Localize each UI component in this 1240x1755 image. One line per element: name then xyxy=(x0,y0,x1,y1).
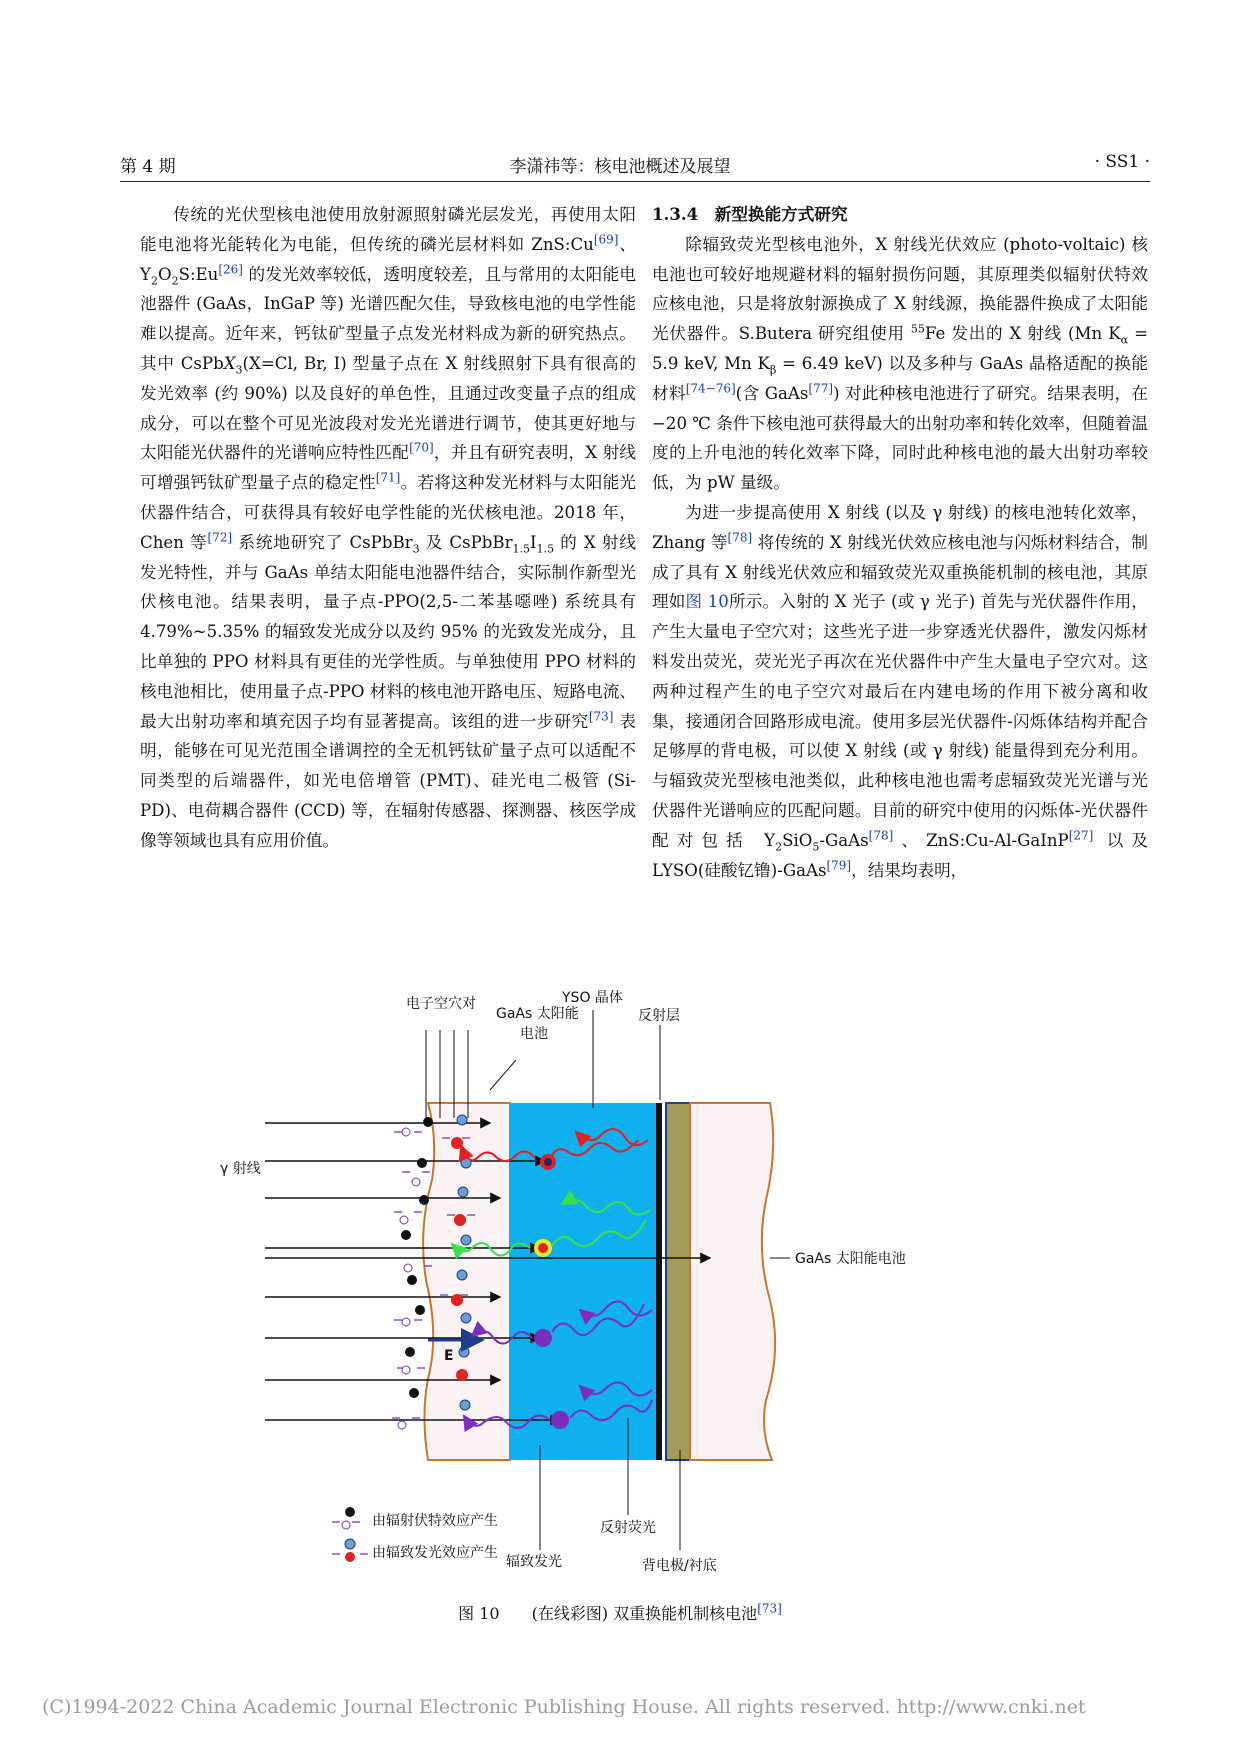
running-title: 李潇祎等：核电池概述及展望 xyxy=(509,157,731,177)
citation-link[interactable]: [78] xyxy=(727,530,753,545)
citation-link[interactable]: [73] xyxy=(588,709,614,724)
paragraph: 为进一步提高使用 X 射线 (以及 γ 射线) 的核电池转化效率，Zhang 等[78] 将传统的 X 射线光伏效应核电池与闪烁材料结合，制成了具有 X 射线光伏效应和辐致荧光双重换能机制的核电池，其原理如图 10所示。入射的 X 光子 (或 γ 光子) 首先与光伏器件作用，产生大量电子空穴对；这些光子进一步穿透光伏器件，激发闪烁材料发出荧光，荧光光子再次在光伏器件中产生大量电子空穴对。这两种过程产生的电子空穴对最后在内建电场的作用下被分离和收集，接通闭合回路形成电流。使用多层光伏器件-闪烁体结构并配合足够厚的背电极，可以使 X 射线 (或 γ 射线) 能量得到充分利用。与辐致荧光型核电池类似，此种核电池也需考虑辐致荧光光谱与光伏器件光谱响应的匹配问题。目前的研究中使用的闪烁体-光伏器件配对包括 $Y_2SiO_5-GaAs[78]$、ZnS:Cu-Al-GaInP[27] 以及 LYSO(硅酸钇镥)-GaAs[79]，结果均表明， xyxy=(652,502,1149,880)
legend-item-photovoltaic xyxy=(332,1507,498,1529)
paragraph: 除辐致荧光型核电池外，X 射线光伏效应 (photo-voltaic) 核电池也可较好地规避材料的辐射损伤问题，其原理类似辐射伏特效应核电池，只是将放射源换成了 X 射线源，换能器件换成了太阳能光伏器件。S.Butera 研究组使用 $^{55}$Fe 发出的 X 射线 (Mn $K_\alpha = 5.9$ keV, Mn $K_\beta = 6.49$ keV) 以及多种与 GaAs 晶格适配的换能材料[74−76](含 GaAs[77]) 对此种核电池进行了研究。结果表明，在 −20 ℃ 条件下核电池可获得最大的出射功率和转化效率，但随着温度的上升电池的转化效率下降，同时此种核电池的最大出射功率较低，为 pW 量级。 xyxy=(652,234,1149,493)
label-electron-hole-pairs: 电子空穴对 xyxy=(406,996,476,1012)
section-heading: 1.3.4 新型换能方式研究 xyxy=(652,204,848,224)
legend xyxy=(332,1507,498,1562)
field-label: E xyxy=(444,1348,454,1364)
right-column xyxy=(652,200,1148,885)
citation-link[interactable]: [79] xyxy=(826,858,852,872)
label-gaas-cell: GaAs 太阳能 xyxy=(496,1006,579,1022)
caption-text: (在线彩图) 双重换能机制核电池 xyxy=(531,1604,758,1623)
dual-mechanism-diagram xyxy=(200,990,1060,1590)
citation-link[interactable]: [74−76] xyxy=(685,381,736,396)
label-yso-crystal: YSO 晶体 xyxy=(562,990,623,1006)
reflective-layer xyxy=(656,1103,662,1460)
figure-number: 图 10 xyxy=(458,1604,500,1623)
copyright-footer: (C)1994-2022 China Academic Journal Electronic Publishing House. All rights reserved. http://www.cnki.net xyxy=(42,1696,1086,1718)
citation-link[interactable]: [77] xyxy=(808,381,834,396)
label-back-electrode: 背电极/衬底 xyxy=(642,1558,717,1574)
issue-number: 第 4 期 xyxy=(120,157,176,177)
label-reflective-layer: 反射层 xyxy=(638,1008,680,1024)
svg-text:由辐致发光效应产生: 由辐致发光效应产生 xyxy=(372,1545,498,1561)
paragraph: 传统的光伏型核电池使用放射源照射磷光层发光，再使用太阳能电池将光能转化为电能，但传统的磷光层材料如 ZnS:Cu[69]、$Y_2O_2S:Eu[26]$ 的发光效率较低，透明度较差，且与常用的太阳能电池器件 (GaAs，InGaP 等) 光谱匹配欠佳，导致核电池的电学性能难以提高。近年来，钙钛矿型量子点发光材料成为新的研究热点。其中 CsPbX$_3$(X=Cl, Br, I) 型量子点在 X 射线照射下具有很高的发光效率 (约 90%) 以及良好的单色性，且通过改变量子点的组成成分，可以在整个可见光波段对发光光谱进行调节，使其更好地与太阳能光伏器件的光谱响应特性匹配[70]，并且有研究表明，X 射线可增强钙钛矿型量子点的稳定性[71]。若将这种发光材料与太阳能光伏器件结合，可获得具有较好电学性能的光伏核电池。2018 年，Chen 等[72] 系统地研究了 CsPbBr$_3$ 及 $CsPbBr_{1.5}I_{1.5}$ 的 X 射线发光特性，并与 GaAs 单结太阳能电池器件结合，实际制作新型光伏核电池。结果表明，量子点-PPO(2,5-二苯基噁唑) 系统具有 4.79%~5.35% 的辐致发光成分以及约 95% 的光致发光成分，且比单独的 PPO 材料具有更佳的光学性质。与单独使用 PPO 材料的核电池相比，使用量子点-PPO 材料的核电池开路电压、短路电流、最大出射功率和填充因子均有显著提高。该组的进一步研究[73] 表明，能够在可见光范围全谱调控的全无机钙钛矿量子点可以适配不同类型的后端器件，如光电倍增管 (PMT)、硅光电二极管 (Si-PD)、电荷耦合器件 (CCD) 等，在辐射传感器、探测器、核医学成像等领域也具有应用价值。 xyxy=(140,205,637,850)
citation-link[interactable]: [72] xyxy=(207,530,233,545)
citation-link[interactable]: [70] xyxy=(409,440,434,455)
citation-link[interactable]: [78] xyxy=(868,828,894,843)
figure-caption xyxy=(0,1601,1240,1624)
label-reflected-fluorescence: 反射荧光 xyxy=(600,1520,656,1536)
back-electrode xyxy=(666,1103,690,1460)
svg-text:由辐射伏特效应产生: 由辐射伏特效应产生 xyxy=(372,1513,498,1529)
citation-link[interactable]: [73] xyxy=(757,1601,782,1616)
label-gaas-right: GaAs 太阳能电池 xyxy=(795,1251,906,1267)
page-number: · SS1 · xyxy=(1094,152,1150,172)
label-radioluminescence: 辐致发光 xyxy=(506,1554,562,1570)
header-rule xyxy=(120,181,1150,182)
figure-link[interactable]: 图 10 xyxy=(685,592,729,612)
gaas-cell-right xyxy=(690,1103,775,1460)
citation-link[interactable]: [26] xyxy=(218,262,243,277)
citation-link[interactable]: [27] xyxy=(1068,828,1094,843)
citation-link[interactable]: [69] xyxy=(593,232,619,247)
left-column xyxy=(140,200,636,856)
citation-link[interactable]: [71] xyxy=(375,470,401,485)
label-gaas-cell-2: 电池 xyxy=(520,1026,548,1042)
legend-item-radioluminescence xyxy=(332,1539,498,1562)
label-gamma-ray: γ 射线 xyxy=(220,1161,261,1177)
